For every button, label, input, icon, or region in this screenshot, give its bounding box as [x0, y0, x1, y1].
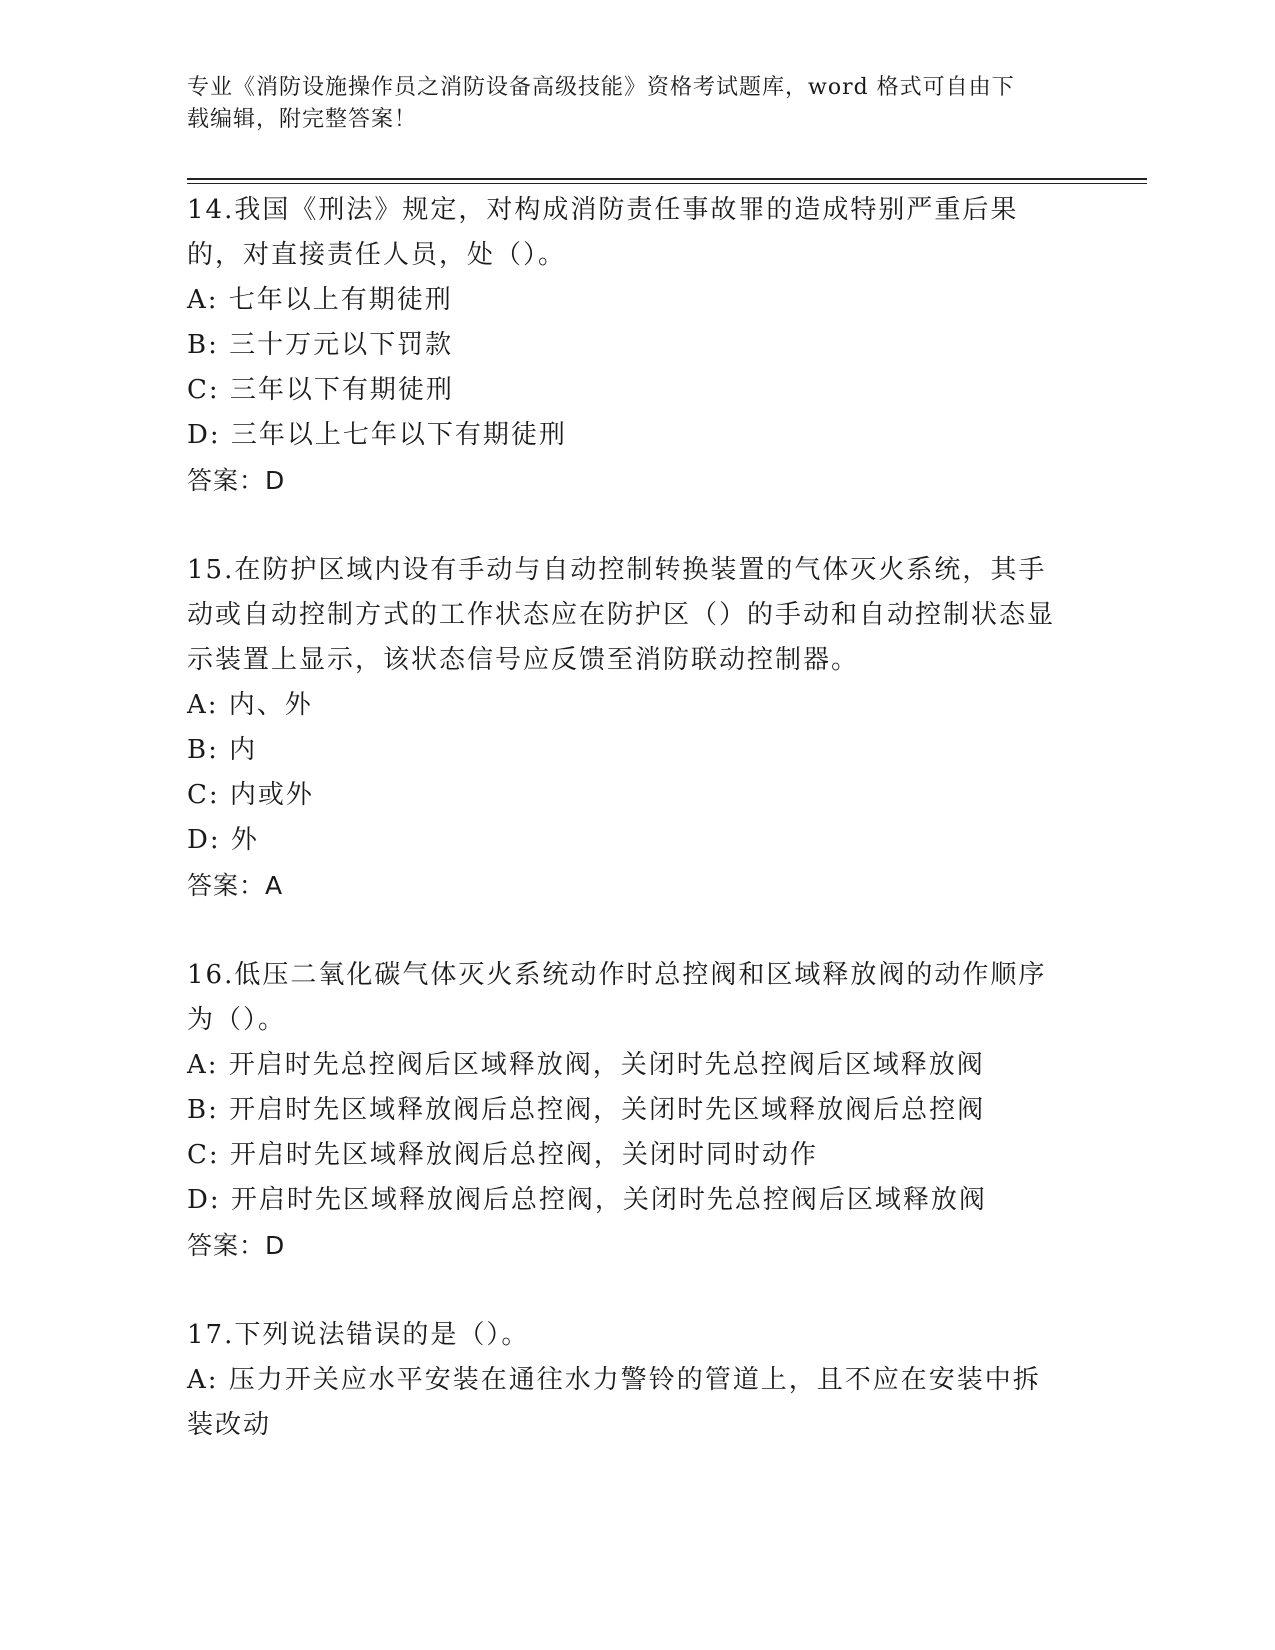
option-d: D: 开启时先区域释放阀后总控阀，关闭时先总控阀后区域释放阀	[187, 1185, 987, 1215]
option-b: B: 开启时先区域释放阀后总控阀，关闭时先区域释放阀后总控阀	[187, 1095, 986, 1125]
header-divider-thin	[187, 183, 1147, 184]
question-15	[187, 548, 1067, 908]
option-c: C: 内或外	[187, 780, 314, 810]
option-a: A: 开启时先总控阀后区域释放阀，关闭时先总控阀后区域释放阀	[187, 1050, 985, 1080]
question-text: 15.在防护区域内设有手动与自动控制转换装置的气体灭火系统，其手动或自动控制方式的工作状态应在防护区（）的手动和自动控制状态显示装置上显示，该状态信号应反馈至消防联动控制器。	[187, 555, 1056, 675]
question-17	[187, 1313, 1067, 1448]
option-d: D: 三年以上七年以下有期徒刑	[187, 420, 567, 450]
question-16	[187, 953, 1067, 1268]
document-header	[187, 72, 1057, 136]
option-c: C: 三年以下有期徒刑	[187, 375, 454, 405]
question-14	[187, 188, 1067, 503]
option-a: A: 七年以上有期徒刑	[187, 285, 453, 315]
header-line-2: 载编辑，附完整答案！	[187, 107, 418, 132]
header-line-1: 专业《消防设施操作员之消防设备高级技能》资格考试题库，word 格式可自由下	[187, 75, 1015, 100]
question-text: 16.低压二氧化碳气体灭火系统动作时总控阀和区域释放阀的动作顺序为（）。	[187, 960, 1047, 1035]
question-text: 14.我国《刑法》规定，对构成消防责任事故罪的造成特别严重后果的，对直接责任人员，处（）。	[187, 195, 1019, 270]
answer: 答案：D	[187, 466, 286, 495]
answer: 答案：A	[187, 871, 284, 900]
option-b: B: 三十万元以下罚款	[187, 330, 454, 360]
question-text: 17.下列说法错误的是（）。	[187, 1320, 530, 1350]
option-c: C: 开启时先区域释放阀后总控阀，关闭时同时动作	[187, 1140, 818, 1170]
answer: 答案：D	[187, 1231, 286, 1260]
header-divider-thick	[187, 178, 1147, 180]
option-d: D: 外	[187, 825, 259, 855]
option-a: A: 压力开关应水平安装在通往水力警铃的管道上，且不应在安装中拆装改动	[187, 1365, 1041, 1440]
question-list	[187, 188, 1067, 1493]
option-b: B: 内	[187, 735, 258, 765]
option-a: A: 内、外	[187, 690, 313, 720]
